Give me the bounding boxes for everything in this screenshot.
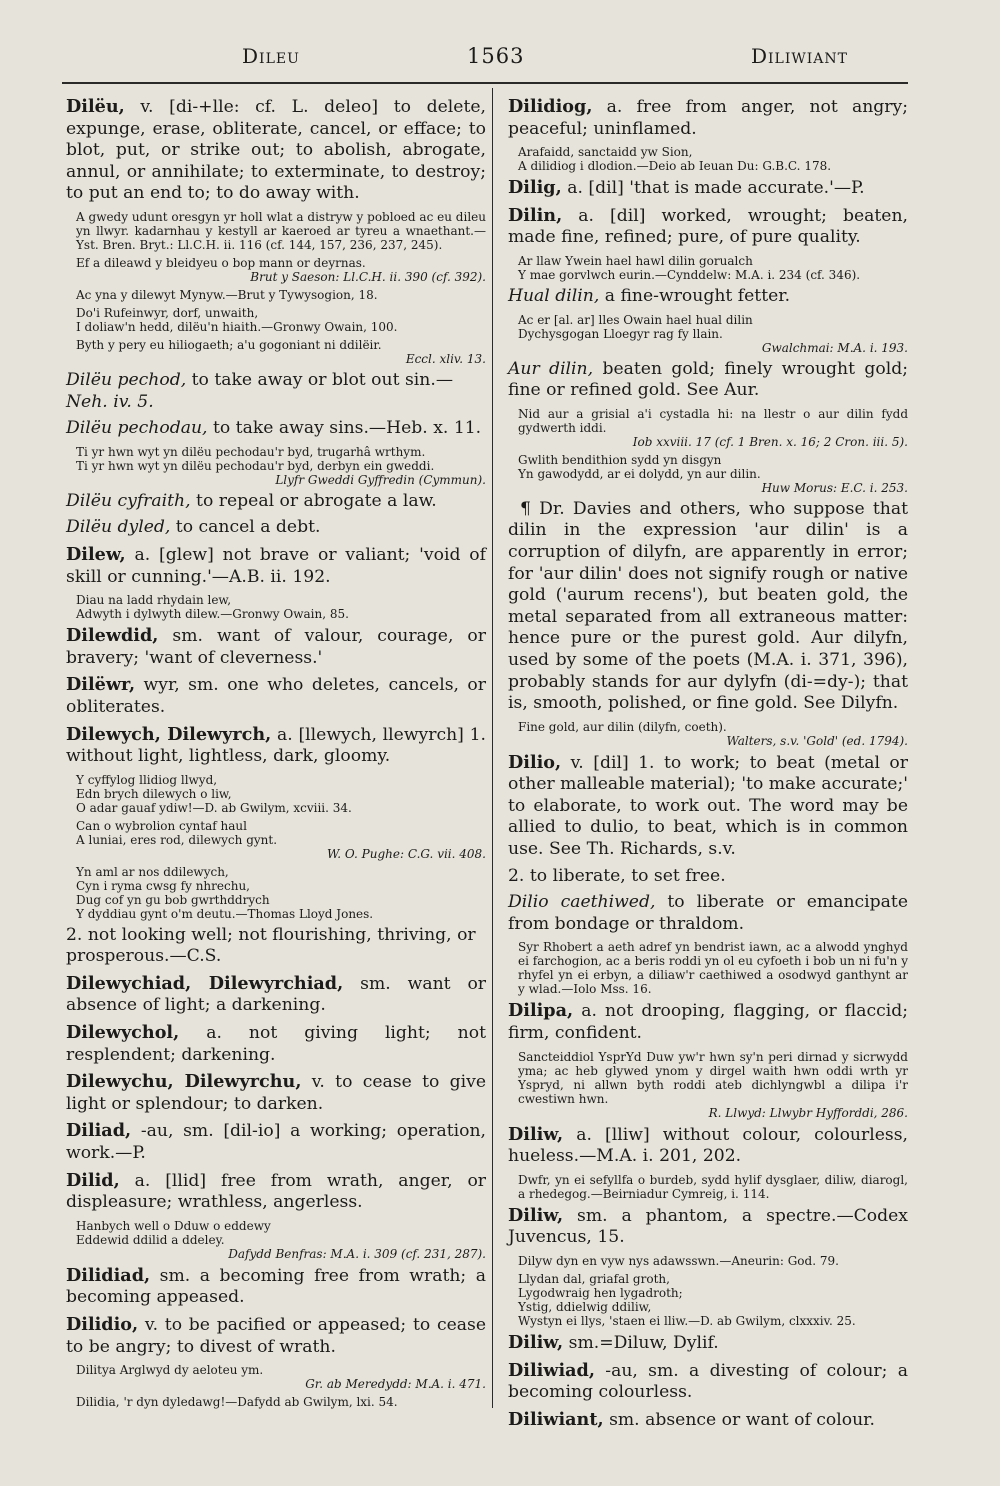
page-number: 1563: [467, 44, 525, 68]
header-rule: [62, 82, 908, 84]
quotation: A gwedy udunt oresgyn yr holl wlat a distryw y pobloed ac eu dileu yn llwyr. kadarnhau y kestyll ar kaeroed ar tyreu a wnaethant.—Yst. Bren. Bryt.: Ll.C.H. ii. 116 (cf. 144, 157, 236, 237, 245).: [76, 209, 486, 252]
entry-dilin: Dilin, a. [dil] worked, wrought; beaten, made fine, refined; pure, of pure quality.: [508, 204, 909, 248]
entry-diliwiad: Diliwiad, -au, sm. a divesting of colour; a becoming colourless.: [508, 1359, 908, 1403]
entry-diliw-a: Diliw, a. [lliw] without colour, colourless, hueless.—M.A. i. 201, 202.: [508, 1123, 908, 1167]
quotation: Ef a dileawd y bleidyeu o bop mann or deyrnas. Brut y Saeson: Ll.C.H. ii. 390 (cf. 392).: [76, 255, 486, 284]
quotation: Fine gold, aur dilin (dilyfn, coeth). Walters, s.v. 'Gold' (ed. 1794).: [518, 719, 908, 748]
subentry: Dilëu dyled, to cancel a debt.: [66, 517, 321, 538]
subentry: Dilëu pechod, to take away or blot out sin.— Neh. iv. 5.: [66, 369, 454, 412]
entry-dilidiog: Dilidiog, a. free from anger, not angry; peaceful; uninflamed.: [508, 96, 908, 139]
entry-dilidio: Dilidio, v. to be pacified or appeased; to cease to be angry; to divest of wrath.: [66, 1314, 486, 1357]
entry-dilid: Dilid, a. [llid] free from wrath, anger, or displeasure; wrathless, angerless.: [66, 1169, 487, 1213]
entry-diliad: Diliad, -au, sm. [dil-io] a working; operation, work.—P.: [66, 1120, 486, 1164]
quotation: Dilitya Arglwyd dy aeloteu ym. Gr. ab Meredydd: M.A. i. 471.: [76, 1363, 486, 1392]
quotation: Arafaidd, sanctaidd yw Sion, A dilidiog i dlodion.—Deio ab Ieuan Du: G.B.C. 178.: [518, 145, 832, 174]
quotation: Ac yna y dilewyt Mynyw.—Brut y Tywysogion, 18.: [76, 287, 378, 302]
sense-2: 2. not looking well; not flourishing, thriving, or prosperous.—C.S.: [66, 924, 476, 967]
entry-diliw-sm: Diliw, sm. a phantom, a spectre.—Codex Juvencus, 15.: [508, 1204, 908, 1248]
running-header: [62, 44, 908, 84]
quotation: Ar llaw Ywein hael hawl dilin gorualch Y mae gorvlwch eurin.—Cynddelw: M.A. i. 234 (cf. 346).: [518, 253, 861, 282]
quotation: Can o wybrolion cyntaf haul A luniai, eres rod, dilewych gynt. W. O. Pughe: C.G. vii. 408.: [76, 818, 486, 861]
entry-dilewr: Dilëwr, wyr, sm. one who deletes, cancels, or obliterates.: [66, 674, 486, 717]
entry-dilew: Dilew, a. [glew] not brave or valiant; 'void of skill or cunning.'—A.B. ii. 192.: [66, 543, 486, 587]
quotation: Dilidia, 'r dyn dyledawg!—Dafydd ab Gwilym, lxi. 54.: [76, 1395, 398, 1410]
right-column: [508, 96, 909, 1430]
sense-2: 2. to liberate, to set free.: [508, 865, 726, 886]
quotation: Y cyffylog llidiog llwyd, Edn brych dilewych o liw, O adar gauaf ydiw!—D. ab Gwilym, xcviii. 34.: [76, 772, 352, 815]
quotation: Dilyw dyn en vyw nys adawsswn.—Aneurin: God. 79.: [518, 1254, 839, 1268]
quotation: Sancteiddiol YsprYd Duw yw'r hwn sy'n peri dirnad y sicrwydd yma; ac heb glywed ynom y dirgel waith hwn oddi wrth yr Yspryd, ni allwn byth roddi ateb dichlyngwbl a dilipa i'r cwestiwn hwn. R. Llwyd: Llwybr Hyfforddi, 286.: [518, 1049, 908, 1120]
entry-dilewychu: Dilewychu, Dilewyrchu, v. to cease to give light or splendour; to darken.: [66, 1071, 486, 1114]
left-column: [66, 96, 487, 1410]
subentry: Dilëu pechodau, to take away sins.—Heb. x. 11.: [66, 418, 482, 439]
quotation: Yn aml ar nos ddilewych, Cyn i ryma cwsg fy nhrechu, Dug cof yn gu bob gwrthddrych Y dyddiau gynt o'm deutu.—Thomas Lloyd Jones.: [76, 864, 374, 921]
quotation: Dwfr, yn ei sefyllfa o burdeb, sydd hylif dysglaer, diliw, diarogl, a rhedegog.—Beirniadur Cymreig, i. 114.: [518, 1172, 908, 1201]
quotation: Do'i Rufeinwyr, dorf, unwaith, I doliaw'n hedd, dilëu'n hiaith.—Gronwy Owain, 100.: [76, 305, 398, 334]
column-divider: [492, 88, 493, 1408]
header-first-word: Dileu: [242, 44, 300, 68]
entry-dilewdid: Dilewdid, sm. want of valour, courage, or bravery; 'want of cleverness.': [66, 625, 486, 668]
entry-diliw-diluw: Diliw, sm.=Diluw, Dylif.: [508, 1332, 719, 1353]
quotation: Hanbych well o Dduw o eddewy Eddewid ddilid a ddeley. Dafydd Benfras: M.A. i. 309 (cf. 231, 287).: [76, 1218, 486, 1261]
entry-dilio: Dilio, v. [dil] 1. to work; to beat (metal or other malleable material); 'to make accurate;' to elaborate, to work out. The word may be allied to dulio, to beat, which is in common use. See Th. Richards, s.v.: [508, 751, 908, 860]
quotation: Byth y pery eu hiliogaeth; a'u gogoniant ni ddilëir. Eccl. xliv. 13.: [76, 337, 486, 366]
quotation: Diau na ladd rhydain lew, Adwyth i dylwyth dilew.—Gronwy Owain, 85.: [76, 593, 349, 622]
header-last-word: Diliwiant: [750, 44, 848, 68]
entry-dileu: Dilëu, v. [di-+lle: cf. L. deleo] to delete, expunge, erase, obliterate, cancel, or efface; to blot, put, or strike out; to abolish, abrogate, annul, or annihilate; to exterminate, to destroy; to put an end to; to do away with.: [66, 96, 486, 204]
subentry: Dilëu cyfraith, to repeal or abrogate a law.: [66, 490, 437, 511]
entry-dilewych: Dilewych, Dilewyrch, a. [llewych, llewyrch] 1. without light, lightless, dark, gloomy.: [66, 723, 486, 767]
entry-diliwiant: Diliwiant, sm. absence or want of colour.: [508, 1408, 875, 1430]
subentry: Aur dilin, beaten gold; finely wrought gold; fine or refined gold. See Aur.: [508, 358, 909, 401]
usage-note: ¶ Dr. Davies and others, who suppose that dilin in the expression 'aur dilin' is a corruption of dilyfn, are apparently in error; for 'aur dilin' does not signify rough or native gold ('aurum recens'), but beaten gold, the metal separated from all extraneous matter: hence pure or the purest gold. Aur dilyfn, used by some of the poets (M.A. i. 371, 396), probably stands for aur dylyfn (di-=dy-); that is, smooth, polished, or fine gold. See Dilyfn.: [508, 498, 908, 714]
subentry: Hual dilin, a fine-wrought fetter.: [508, 285, 791, 306]
quotation: Ti yr hwn wyt yn dilëu pechodau'r byd, trugarhâ wrthym. Ti yr hwn wyt yn dilëu pechodau'r byd, derbyn ein gweddi. Llyfr Gweddi Gyffredin (Cymmun).: [76, 444, 486, 487]
quotation: Gwlith bendithion sydd yn disgyn Yn gawodydd, ar ei dolydd, yn aur dilin. Huw Morus: E.C. i. 253.: [518, 452, 908, 495]
entry-dilig: Dilig, a. [dil] 'that is made accurate.'—P.: [508, 177, 865, 199]
entry-dilidiad: Dilidiad, sm. a becoming free from wrath; a becoming appeased.: [66, 1264, 486, 1308]
quotation: Llydan dal, griafal groth, Lygodwraig hen lygadroth; Ystig, ddielwig ddiliw, Wystyn ei llys, 'staen ei lliw.—D. ab Gwilym, clxxxiv. 25.: [518, 1272, 856, 1328]
quotation: Ac er [al. ar] lles Owain hael hual dilin Dychysgogan Lloegyr rag fy llain. Gwalchmai: M.A. i. 193.: [518, 312, 908, 355]
quotation: Syr Rhobert a aeth adref yn bendrist iawn, ac a alwodd ynghyd ei farchogion, ac a beris roddi yn ol eu cyfoeth i bob un ni fu'n y rhyfel yn ei erbyn, a diliaw'r caethiwed a osodwyd ganthynt ar y wlad.—Iolo Mss. 16.: [518, 940, 908, 997]
quotation: Nid aur a grisial a'i cystadla hi: na llestr o aur dilin fydd gydwerth iddi. Iob xxviii. 17 (cf. 1 Bren. x. 16; 2 Cron. iii. 5).: [518, 406, 908, 449]
subentry: Dilio caethiwed, to liberate or emancipate from bondage or thraldom.: [508, 892, 908, 934]
entry-dilewychol: Dilewychol, a. not giving light; not resplendent; darkening.: [66, 1022, 486, 1065]
entry-dilipa: Dilipa, a. not drooping, flagging, or flaccid; firm, confident.: [508, 1000, 908, 1044]
entry-dilewychiad: Dilewychiad, Dilewyrchiad, sm. want or absence of light; a darkening.: [66, 972, 487, 1016]
